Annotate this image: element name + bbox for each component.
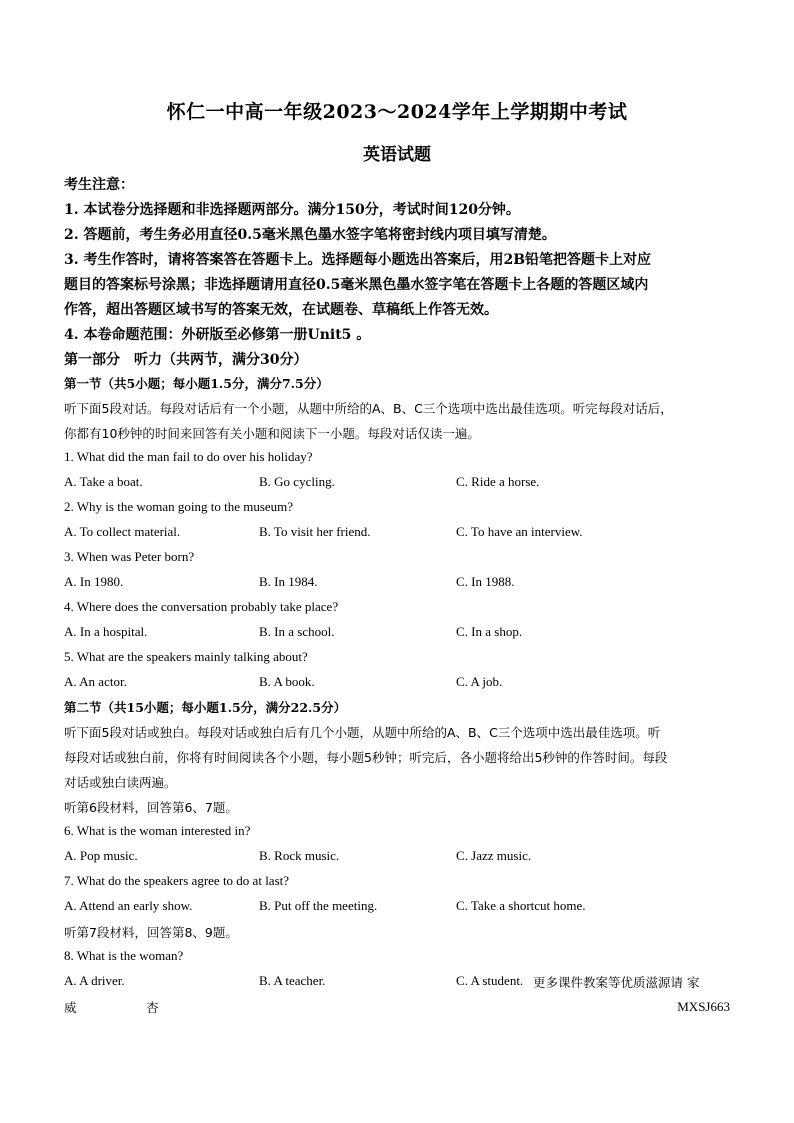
option-c: C. Take a shortcut home. [456,898,586,913]
option-b: B. A book. [259,674,315,689]
option-b: B. Go cycling. [259,474,335,489]
option-a: A. In a hospital. [64,624,148,639]
option-c: C. In 1988. [456,574,515,589]
option-b: B. In 1984. [259,574,318,589]
section1-heading: 第一节（共5小题；每小题1.5分，满分7.5分） [64,376,329,391]
exam-title: 怀仁一中高一年级2023～2024学年上学期期中考试 [166,101,628,123]
option-a: A. A driver. [64,973,125,988]
notice-item: 题目的答案标号涂黑；非选择题请用直径0.5毫米黑色墨水签字笔在答题卡上各题的答题区域内 [64,277,649,293]
option-b: B. Put off the meeting. [259,898,378,913]
option-c: C. Jazz music. [456,848,532,863]
option-a: A. Attend an early show. [64,898,193,913]
part1-heading: 第一部分 听力（共两节，满分30分） [64,352,308,368]
question-stem: 6. What is the woman interested in? [64,823,251,838]
option-c: C. A job. [456,674,503,689]
exam-subtitle: 英语试题 [363,145,431,165]
section1-instructions: 你都有10秒钟的时间来回答有关小题和阅读下一小题。每段对话仅读一遍。 [64,426,480,441]
section2-instructions: 每段对话或独白前，你将有时间阅读各个小题，每小题5秒钟；听完后，各小题将给出5秒钟的作答时间。每段 [64,750,668,765]
question-stem: 2. Why is the woman going to the museum? [64,499,294,514]
option-a: A. In 1980. [64,574,124,589]
question-stem: 3. When was Peter born? [64,549,195,564]
material-label: 听第6段材料，回答第6、7题。 [64,800,238,815]
question-stem: 1. What did the man fail to do over his holiday? [64,449,313,464]
option-a: A. Take a boat. [64,474,143,489]
footer-char: 威 [64,1000,77,1015]
option-a: A. To collect material. [64,524,181,539]
footer-char: 杏 [146,1000,159,1015]
option-a: A. An actor. [64,674,127,689]
option-b: B. In a school. [259,624,335,639]
option-c: C. To have an interview. [456,524,583,539]
question-stem: 4. Where does the conversation probably take place? [64,599,339,614]
section2-heading: 第二节（共15小题；每小题1.5分，满分22.5分） [64,700,347,715]
notice-item: 作答，超出答题区域书写的答案无效，在试题卷、草稿纸上作答无效。 [64,302,498,318]
watermark-ad-text: 更多课件教案等优质滋源请 家 [533,975,700,990]
notice-item: 2. 答题前，考生务必用直径0.5毫米黑色墨水签字笔将密封线内项目填写清楚。 [64,227,556,243]
option-b: B. To visit her friend. [259,524,371,539]
paper-code: MXSJ663 [677,999,730,1014]
notice-item: 4. 本卷命题范围：外研版至必修第一册Unit5 。 [64,327,371,343]
question-stem: 7. What do the speakers agree to do at last? [64,873,290,888]
section1-instructions: 听下面5段对话。每段对话后有一个小题，从题中所给的A、B、C三个选项中选出最佳选项。听完每段对话后， [64,401,673,416]
question-stem: 5. What are the speakers mainly talking about? [64,649,308,664]
option-a: A. Pop music. [64,848,138,863]
option-b: B. A teacher. [259,973,326,988]
section2-instructions: 听下面5段对话或独白。每段对话或独白后有几个小题，从题中所给的A、B、C三个选项中选出最佳选项。听 [64,725,661,740]
section2-instructions: 对话或独白读两遍。 [64,775,177,790]
option-c: C. In a shop. [456,624,523,639]
material-label: 听第7段材料，回答第8、9题。 [64,925,238,940]
notice-item: 3. 考生作答时，请将答案答在答题卡上。选择题每小题选出答案后，用2B铅笔把答题卡上对应 [64,252,652,268]
option-b: B. Rock music. [259,848,340,863]
question-stem: 8. What is the woman? [64,948,184,963]
notice-heading: 考生注意： [64,177,134,193]
option-c: C. Ride a horse. [456,474,540,489]
option-c: C. A student. [456,973,524,988]
notice-item: 1. 本试卷分选择题和非选择题两部分。满分150分，考试时间120分钟。 [64,202,520,218]
